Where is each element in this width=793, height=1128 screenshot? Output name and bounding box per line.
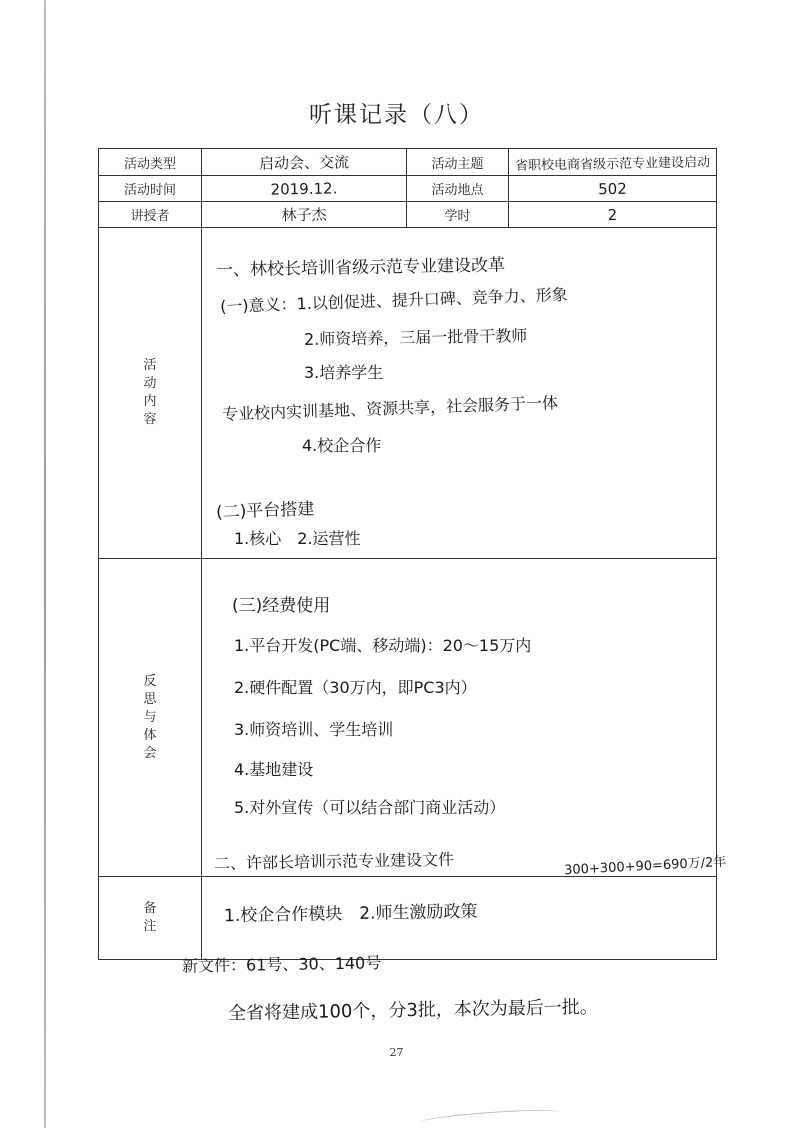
hours-label: 学时 [407, 202, 509, 228]
remarks-label: 备注 [143, 901, 157, 934]
content-line: 4.校企合作 [302, 436, 382, 455]
activity-topic-cell [509, 149, 717, 176]
reflection-line: 3.师资培训、学生培训 [234, 720, 394, 739]
content-cell [202, 228, 717, 559]
activity-place-label: 活动地点 [407, 176, 509, 202]
activity-place-cell [509, 176, 717, 202]
lecturer-label: 讲授者 [99, 202, 202, 228]
content-line: 专业校内实训基地、资源共享，社会服务于一体 [221, 393, 559, 424]
reflection-line: 1.平台开发(PC端、移动端)：20～15万内 [234, 636, 532, 655]
reflection-label: 反思与体会 [143, 673, 157, 761]
reflection-line: 4.基地建设 [234, 760, 314, 779]
content-line: 2.师资培养，三届一批骨干教师 [303, 326, 528, 349]
hours-cell [509, 202, 717, 228]
record-table [98, 148, 727, 960]
activity-time-cell [202, 176, 407, 202]
content-line: (一)意义：1.以创促进、提升口碑、竞争力、形象 [219, 284, 569, 317]
activity-type-cell [202, 149, 407, 176]
activity-type-value: 启动会、交流 [258, 152, 350, 173]
lecturer-cell [202, 202, 407, 228]
lecturer-value: 林子杰 [281, 205, 327, 225]
remarks-overflow-line: 新文件：61号、30、140号 [181, 953, 382, 976]
reflection-line: (三)经费使用 [232, 596, 331, 616]
remarks-cell [202, 877, 717, 960]
content-line: (二)平台搭建 [215, 499, 315, 523]
content-line: 3.培养学生 [304, 363, 384, 382]
hours-value: 2 [607, 205, 618, 224]
activity-place-value: 502 [598, 179, 627, 198]
reflection-line: 二、许部长培训示范专业建设文件 [213, 849, 455, 874]
scan-edge-line [44, 0, 46, 1128]
activity-time-value: 2019.12. [270, 178, 338, 199]
remarks-overflow-line: 全省将建成100个，分3批，本次为最后一批。 [227, 996, 598, 1025]
remarks-notes [202, 877, 716, 959]
activity-topic-label: 活动主题 [407, 149, 509, 176]
activity-time-label: 活动时间 [99, 176, 202, 202]
scan-smudge [420, 1107, 560, 1128]
reflection-line: 5.对外宣传（可以结合部门商业活动） [234, 798, 506, 817]
reflection-line: 2.硬件配置（30万内，即PC3内） [234, 678, 477, 697]
content-notes [202, 228, 716, 558]
reflection-line: 300+300+90=690万/2年 [563, 854, 727, 879]
page-number: 27 [389, 1046, 404, 1059]
reflection-notes [202, 559, 727, 879]
reflection-label-cell [99, 559, 202, 877]
reflection-cell [202, 559, 727, 879]
content-label: 活动内容 [143, 358, 157, 427]
activity-topic-value: 省职校电商省级示范专业建设启动 [514, 154, 711, 174]
page-title: 听课记录（八） [309, 102, 484, 128]
activity-type-label: 活动类型 [99, 149, 202, 176]
remarks-line: 1.校企合作模块 2.师生激励政策 [223, 901, 478, 927]
remarks-label-cell [99, 877, 202, 960]
content-line: 1.核心 2.运营性 [234, 529, 361, 548]
content-line: 一、林校长培训省级示范专业建设改革 [215, 255, 506, 281]
content-label-cell [99, 228, 202, 559]
